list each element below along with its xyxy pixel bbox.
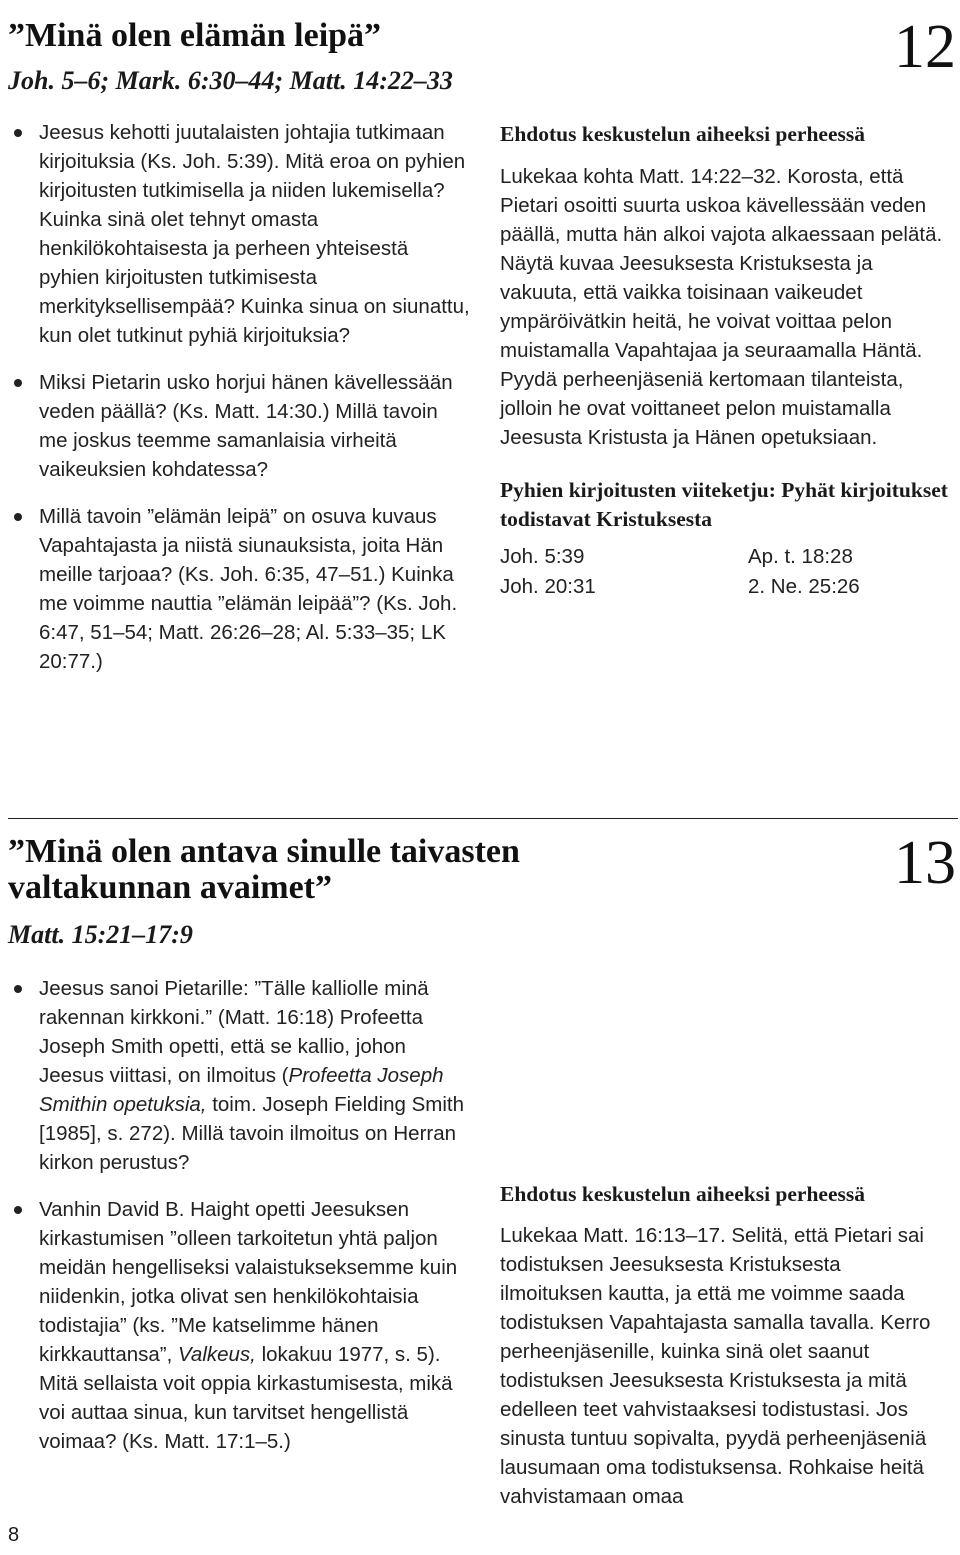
bullet-icon [14,1206,22,1214]
lesson-13-reference: Matt. 15:21–17:9 [8,920,193,949]
lesson-12-right-column [500,120,948,601]
lesson-13-number: 13 [894,829,956,897]
bullet-icon [14,513,22,521]
lesson-12-title: ”Minä olen elämän leipä” [8,17,382,54]
family-discussion-text: Lukekaa kohta Matt. 14:22–32. Korosta, että Pietari osoitti suurta uskoa kävellessään veden päällä, mutta hän alkoi vajota alkaessaan pelätä. Näytä kuvaa Jeesuksesta Kristuksesta ja vakuuta, että vaikka toisinaan vaikeudet ympäröivätkin heitä, he voivat voittaa pelon muistamalla Vapahtajaa ja seuraamalla Häntä. Pyydä perheenjäseniä kertomaan tilanteista, jolloin he ovat voittaneet pelon muistamalla Jeesusta Kristusta ja Hänen opetuksiaan. [500,165,943,449]
scripture-chain-heading: Pyhien kirjoitusten viiteketju: Pyhät kirjoitukset todistavat Kristuksesta [500,478,948,531]
book-title: Profeetta Joseph Smithin opetuksia, [39,1064,444,1116]
scripture-chain-references [500,542,948,601]
question-text: Jeesus kehotti juutalaisten johtajia tutkimaan kirjoituksia (Ks. Joh. 5:39). Mitä eroa on pyhien kirjoitusten tutkimisella ja niiden lukemisella? Kuinka sinä olet tehnyt omasta henkilökohtaisesta ja perheen yhteisestä pyhien kirjoitusten tutkimisesta merkityksellisempää? Kuinka sinua on siunattu, kun olet tutkinut pyhiä kirjoituksia? [39,121,470,347]
scripture-reference: Ap. t. 18:28 [748,545,853,568]
family-discussion-heading: Ehdotus keskustelun aiheeksi perheessä [500,122,865,146]
lesson-12-number: 12 [894,13,956,81]
scripture-reference: Joh. 5:39 [500,545,585,568]
family-discussion-text: Lukekaa Matt. 16:13–17. Selitä, että Pietari sai todistuksen Jeesuksesta Kristuksesta ilmoituksen kautta, ja että me voimme saada todistuksen Vapahtajasta samalla tavalla. Kerro perheenjäsenille, kuinka sinä olet saanut todistuksen Jeesuksesta Kristuksesta ja mitä edelleen teet vahvistaaksesi todistustasi. Jos sinusta tuntuu sopivalta, pyydä perheenjäseniä lausumaan oma todistuksensa. Rohkaise heitä vahvistamaan omaa [500,1224,931,1508]
bullet-icon [14,985,22,993]
scripture-reference: 2. Ne. 25:26 [748,575,860,598]
list-item [8,502,470,676]
lesson-12-reference: Joh. 5–6; Mark. 6:30–44; Matt. 14:22–33 [8,66,453,95]
lesson-12-questions [8,118,470,694]
magazine-title: Valkeus, [178,1343,256,1366]
question-text: Vanhin David B. Haight opetti Jeesuksen kirkastumisen ”olleen tarkoitetun yhtä paljon meidän hengelliseksi valaistukseksemme kuin niidenkin, jotka olivat sen henkilökohtaisia todistajia” (ks. ”Me katselimme hänen kirkkauttansa”, [39,1198,458,1366]
question-text: Millä tavoin ”elämän leipä” on osuva kuvaus Vapahtajasta ja niistä siunauksista, joita Hän meille tarjoaa? (Ks. Joh. 6:35, 47–51.) Kuinka me voimme nauttia ”elämän leipää”? (Ks. Joh. 6:47, 51–54; Matt. 26:26–28; Al. 5:33–35; LK 20:77.) [39,505,458,673]
family-discussion-heading: Ehdotus keskustelun aiheeksi perheessä [500,1182,865,1206]
section-divider [8,818,958,819]
lesson-13-title [8,834,520,906]
question-text: toim. Joseph Fielding Smith [1985], s. 272). Millä tavoin ilmoitus on Herran kirkon perustus? [39,1093,465,1174]
list-item [8,368,470,484]
question-text: Miksi Pietarin usko horjui hänen kävellessään veden päällä? (Ks. Matt. 14:30.) Millä tavoin me joskus teemme samanlaisia virheitä vaikeuksien kohdatessa? [39,371,453,481]
page-number: 8 [8,1524,20,1546]
lesson-13-right-column [500,1180,948,1511]
lesson-13-title-line-1: ”Minä olen antava sinulle taivasten [8,833,520,870]
bullet-icon [14,379,22,387]
question-text: lokakuu 1977, s. 5). Mitä sellaista voit oppia kirkastumisesta, mikä voi auttaa sinua, kun tarvitset hengellistä voimaa? (Ks. Matt. 17:1–5.) [39,1343,453,1453]
list-item [8,118,470,350]
scripture-reference: Joh. 20:31 [500,575,596,598]
bullet-icon [14,129,22,137]
list-item [8,1195,470,1456]
question-text: Jeesus sanoi Pietarille: ”Tälle kalliolle minä rakennan kirkkoni.” (Matt. 16:18) Profeetta Joseph Smith opetti, että se kallio, johon Jeesus viittasi, on ilmoitus ( [39,977,429,1087]
list-item [8,974,470,1177]
lesson-13-questions [8,974,470,1474]
lesson-13-title-line-2: valtakunnan avaimet” [8,869,332,906]
